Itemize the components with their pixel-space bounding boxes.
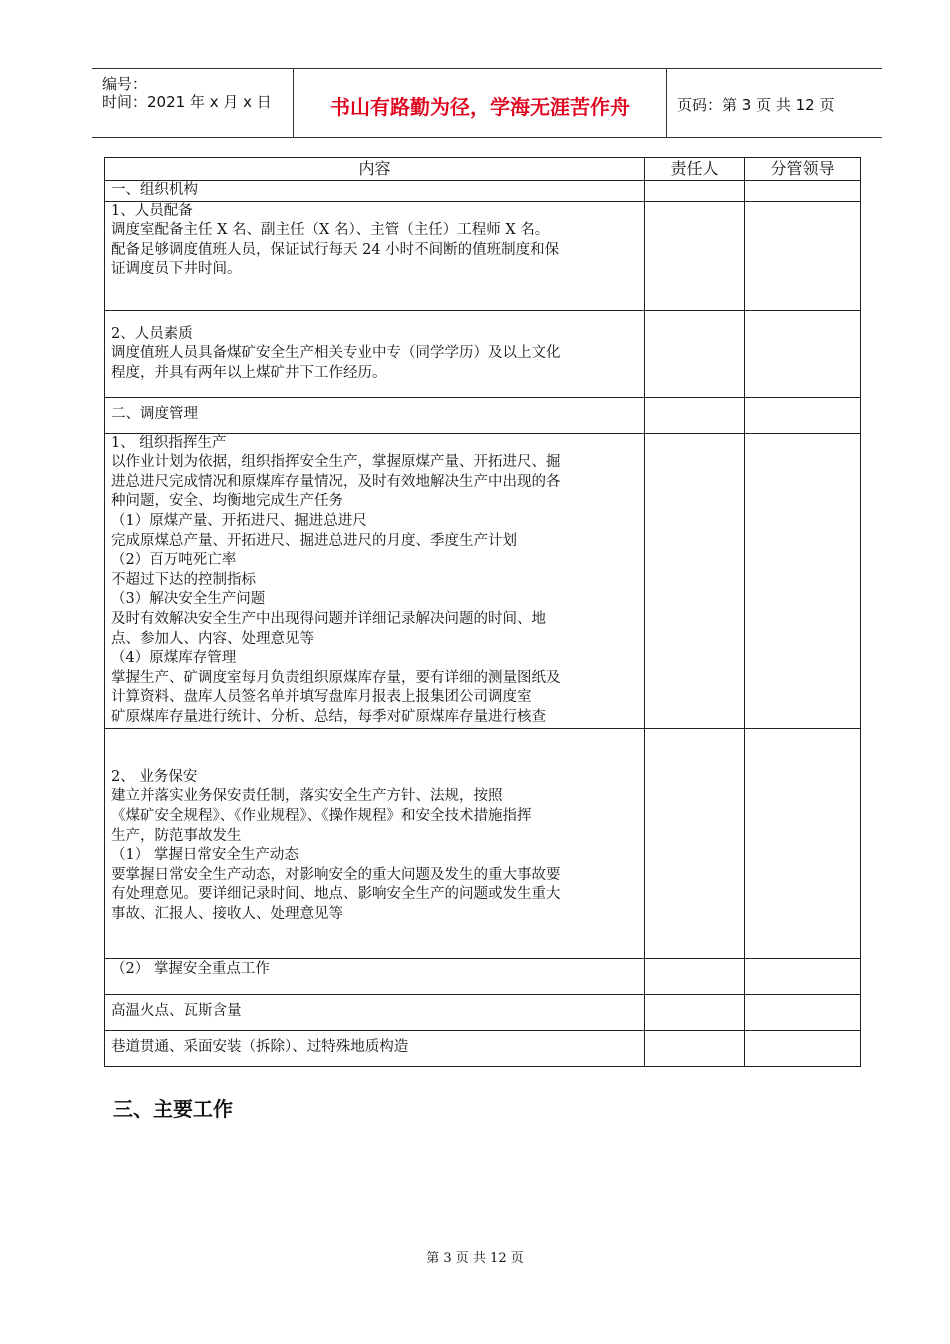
- command-line: 以作业计划为依据，组织指挥安全生产，掌握原煤产量、开拓进尺、掘: [111, 454, 561, 471]
- table-row: [105, 1030, 861, 1066]
- table-row: [105, 958, 861, 994]
- key-work-cell: （2） 掌握安全重点工作: [105, 958, 645, 994]
- security-line: 生产，防范事故发生: [111, 827, 242, 844]
- table-row: [105, 433, 861, 728]
- table-row: [105, 397, 861, 433]
- command-line: 完成原煤总产量、开拓进尺、掘进总进尺的月度、季度生产计划: [111, 532, 517, 549]
- tunnel-cell: 巷道贯通、采面安装（拆除）、过特殊地质构造: [105, 1030, 645, 1066]
- header-motto-cell: [294, 69, 667, 137]
- time-label: 时间：2021 年 x 月 x 日: [102, 93, 272, 111]
- command-subitem: （1）原煤产量、开拓进尺、掘进总进尺: [111, 512, 367, 529]
- command-line: 点、参加人、内容、处理意见等: [111, 630, 314, 647]
- page-label: 页码：第 3 页 共 12 页: [677, 96, 835, 114]
- table-row: [105, 201, 861, 310]
- security-line: 有处理意见。要详细记录时间、地点、影响安全生产的问题或发生重大: [111, 886, 561, 903]
- dispatch-title: 二、调度管理: [111, 406, 198, 423]
- table-row: [105, 994, 861, 1030]
- header-page-cell: [667, 69, 882, 137]
- header-meta-cell: [92, 69, 294, 137]
- header-leader: 分管领导: [745, 158, 861, 181]
- command-line: 掌握生产、矿调度室每月负责组织原煤库存量，要有详细的测量图纸及: [111, 669, 561, 686]
- command-subitem: （3）解决安全生产问题: [111, 591, 266, 608]
- quality-line: 程度，并具有两年以上煤矿井下工作经历。: [111, 364, 387, 381]
- security-line: 建立并落实业务保安责任制，落实安全生产方针、法规，按照: [111, 788, 503, 805]
- staffing-title: 1、人员配备: [111, 202, 193, 219]
- motto: 书山有路勤为径，学海无涯苦作舟: [330, 95, 630, 119]
- command-line: 及时有效解决安全生产中出现得问题并详细记录解决问题的时间、地: [111, 610, 546, 627]
- security-line: 要掌握日常安全生产动态，对影响安全的重大问题及发生的重大事故要: [111, 866, 561, 883]
- page-footer: 第 3 页 共 12 页: [426, 1251, 524, 1266]
- responsibility-table: [104, 157, 861, 1067]
- command-line: 不超过下达的控制指标: [111, 571, 256, 588]
- security-line: 《煤矿安全规程》、《作业规程》、《操作规程》和安全技术措施指挥: [111, 807, 532, 824]
- table-header-row: [105, 158, 861, 181]
- command-line: 计算资料、盘库人员签名单并填写盘库月报表上报集团公司调度室: [111, 689, 532, 706]
- row-org: 一、组织机构: [105, 181, 645, 202]
- command-line: 矿原煤库存量进行统计、分析、总结，每季对矿原煤库存量进行核查: [111, 708, 546, 725]
- table-row: [105, 181, 861, 202]
- high-temp-cell: 高温火点、瓦斯含量: [105, 994, 645, 1030]
- quality-cell: [105, 310, 645, 397]
- staffing-line: 配备足够调度值班人员，保证试行每天 24 小时不间断的值班制度和保: [111, 241, 560, 258]
- security-line: 事故、汇报人、接收人、处理意见等: [111, 905, 343, 922]
- section-heading: 三、主要工作: [113, 1097, 233, 1121]
- table-row: [105, 728, 861, 958]
- command-line: 种问题，安全、均衡地完成生产任务: [111, 493, 343, 510]
- command-title: 1、 组织指挥生产: [111, 434, 227, 451]
- staffing-cell: [105, 201, 645, 310]
- command-cell: [105, 433, 645, 728]
- security-cell: [105, 728, 645, 958]
- security-subitem: （1） 掌握日常安全生产动态: [111, 847, 299, 864]
- number-label: 编号：: [102, 75, 148, 93]
- header-responsible: 责任人: [645, 158, 745, 181]
- command-subitem: （4）原煤库存管理: [111, 650, 237, 667]
- header-content: 内容: [105, 158, 645, 181]
- command-subitem: （2）百万吨死亡率: [111, 552, 237, 569]
- security-title: 2、 业务保安: [111, 768, 198, 785]
- staffing-line: 调度室配备主任 X 名、副主任（X 名）、主管（主任）工程师 X 名。: [111, 222, 550, 239]
- staffing-line: 证调度员下井时间。: [111, 261, 242, 278]
- quality-title: 2、人员素质: [111, 325, 193, 342]
- command-line: 进总进尺完成情况和原煤库存量情况，及时有效地解决生产中出现的各: [111, 473, 561, 490]
- row-dispatch: [105, 397, 645, 433]
- table-row: [105, 310, 861, 397]
- quality-line: 调度值班人员具备煤矿安全生产相关专业中专（同学学历）及以上文化: [111, 345, 561, 362]
- page-header: [92, 68, 882, 138]
